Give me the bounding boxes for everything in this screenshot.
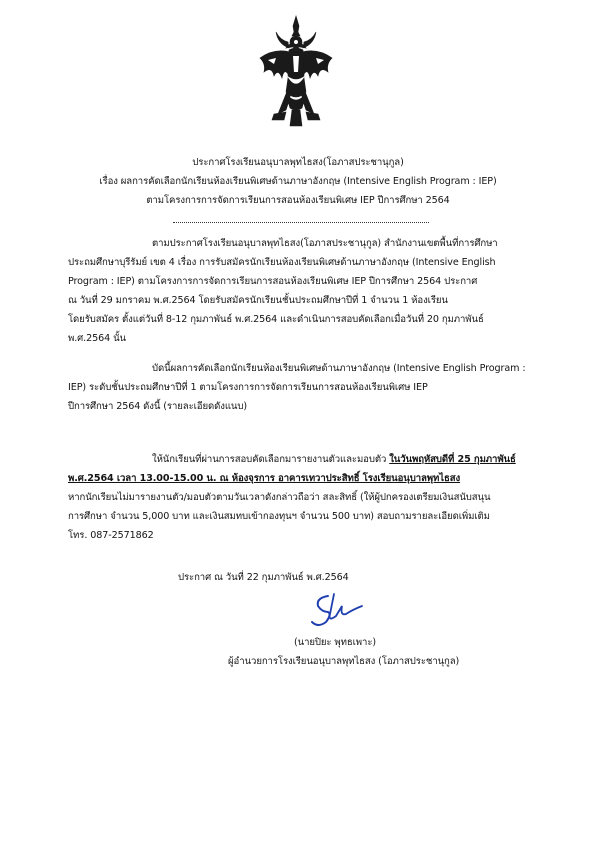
para2-line: IEP) ระดับชั้นประถมศึกษาปีที่ 1 ตามโครงการการจัดการเรียนการสอนห้องเรียนพิเศษ IEP bbox=[68, 382, 428, 393]
signatory-position: ผู้อำนวยการโรงเรียนอนุบาลพุทไธสง (โอภาสประชานุกูล) bbox=[228, 656, 460, 667]
announce-date: ประกาศ ณ วันที่ 22 กุมภาพันธ์ พ.ศ.2564 bbox=[178, 572, 349, 583]
garuda-emblem-icon bbox=[256, 14, 336, 132]
para3-line: หากนักเรียนไม่มารายงานตัว/มอบตัวตามวันเวลาดังกล่าวถือว่า สละสิทธิ์ (ให้ผู้ปกครองเตรียมเงินสนับสนุน bbox=[68, 492, 491, 503]
para2-line: ปีการศึกษา 2564 ดังนี้ (รายละเอียดดังแนบ) bbox=[68, 401, 248, 412]
para1-line: ประถมศึกษาบุรีรัมย์ เขต 4 เรื่อง การรับสมัครนักเรียนห้องเรียนพิเศษด้านภาษาอังกฤษ (Intensive English bbox=[68, 257, 496, 268]
para3-line bbox=[152, 453, 516, 466]
para1-line: ตามประกาศโรงเรียนอนุบาลพุทไธสง(โอภาสประชานุกูล) สำนักงานเขตพื้นที่การศึกษา bbox=[152, 238, 498, 249]
para3-line: การศึกษา จำนวน 5,000 บาท และเงินสมทบเข้ากองทุนฯ จำนวน 500 บาท) สอบถามรายละเอียดเพิ่มเติม bbox=[68, 511, 490, 522]
contact-phone: โทร. 087-2571862 bbox=[68, 530, 154, 541]
para1-line: ณ วันที่ 29 มกราคม พ.ศ.2564 โดยรับสมัครนักเรียนชั้นประถมศึกษาปีที่ 1 จำนวน 1 ห้องเรียน bbox=[68, 295, 448, 306]
report-date-emphasis: ในวันพฤหัสบดีที่ 25 กุมภาพันธ์ bbox=[389, 454, 516, 465]
report-instruction: ให้นักเรียนที่ผ่านการสอบคัดเลือกมารายงานตัวและมอบตัว bbox=[152, 454, 390, 465]
handwritten-signature bbox=[306, 592, 368, 630]
signatory-name: (นายปิยะ พุทธเพาะ) bbox=[294, 637, 377, 648]
para1-line: พ.ศ.2564 นั้น bbox=[68, 333, 126, 344]
para1-line: โดยรับสมัคร ตั้งแต่วันที่ 8-12 กุมภาพันธ์ พ.ศ.2564 และดำเนินการสอบคัดเลือกเมื่อวันที่ 20 กุมภาพันธ์ bbox=[68, 314, 484, 325]
header-divider bbox=[173, 222, 429, 223]
announcement-project: ตามโครงการการจัดการเรียนการสอนห้องเรียนพิเศษ IEP ปีการศึกษา 2564 bbox=[146, 195, 450, 206]
para2-line: บัดนี้ผลการคัดเลือกนักเรียนห้องเรียนพิเศษด้านภาษาอังกฤษ (Intensive English Program : bbox=[152, 363, 526, 374]
report-time-location-emphasis: พ.ศ.2564 เวลา 13.00-15.00 น. ณ ห้องจุรการ อาคารเทวาประสิทธิ์ โรงเรียนอนุบาลพุทไธสง bbox=[68, 473, 461, 484]
announcement-title: ประกาศโรงเรียนอนุบาลพุทไธสง(โอภาสประชานุกูล) bbox=[192, 157, 404, 168]
announcement-subject: เรื่อง ผลการคัดเลือกนักเรียนห้องเรียนพิเศษด้านภาษาอังกฤษ (Intensive English Program : IEP) bbox=[99, 176, 497, 187]
para1-line: Program : IEP) ตามโครงการการจัดการเรียนการสอนห้องเรียนพิเศษ IEP ปีการศึกษา 2564 ประกาศ bbox=[68, 276, 478, 287]
